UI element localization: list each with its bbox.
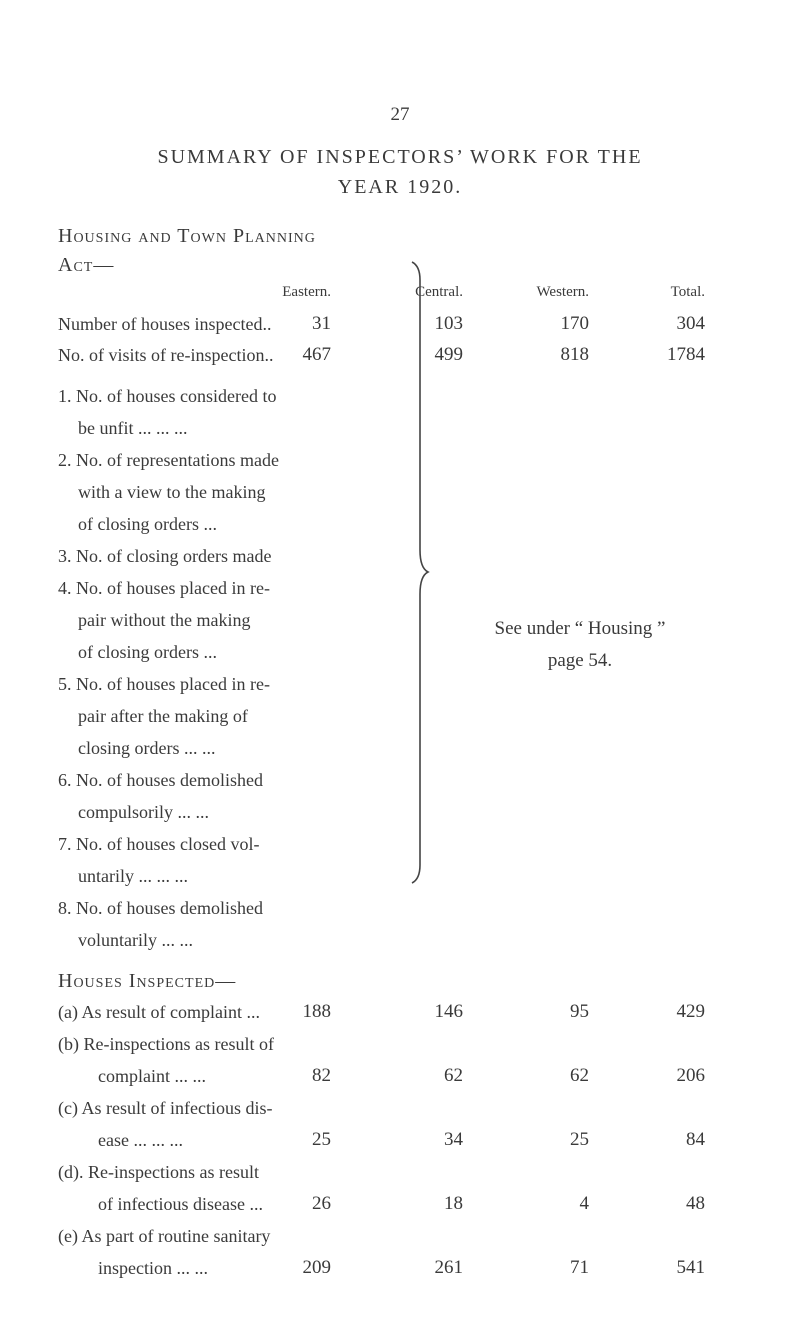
list-line: untarily ... ... ... [78,866,188,886]
curly-brace-icon [410,260,430,885]
houses-value-central: 146 [434,1001,463,1022]
houses-value-total: 84 [686,1129,705,1150]
summary-value-eastern: 31 [312,313,331,334]
housing-heading-line2: Act— [58,254,115,276]
page-title-line2: YEAR 1920. [337,176,463,198]
list-line: be unfit ... ... ... [78,418,188,438]
houses-value-total: 429 [676,1001,705,1022]
housing-heading-line1: Housing and Town Planning [58,225,316,247]
list-line: 8. No. of houses demolished [58,898,263,918]
column-head-western: Western. [536,284,589,300]
list-line: 4. No. of houses placed in re- [58,578,270,598]
list-line: 5. No. of houses placed in re- [58,674,270,694]
houses-value-central: 34 [444,1129,463,1150]
list-line: pair after the making of [78,706,248,726]
summary-value-western: 170 [560,313,589,334]
houses-value-western: 62 [570,1065,589,1086]
houses-value-eastern: 25 [312,1129,331,1150]
list-line: 1. No. of houses considered to [58,386,277,406]
houses-row-label: (e) As part of routine sanitary [58,1226,271,1246]
houses-value-western: 25 [570,1129,589,1150]
houses-value-total: 206 [676,1065,705,1086]
list-line: 3. No. of closing orders made [58,546,272,566]
column-head-eastern: Eastern. [282,284,331,300]
list-line: pair without the making [78,610,251,630]
houses-value-central: 62 [444,1065,463,1086]
houses-row-label: (b) Re-inspections as result of [58,1034,274,1054]
summary-value-central: 103 [434,313,463,334]
houses-row-label: (a) As result of complaint ... [58,1002,260,1022]
list-line: of closing orders ... [78,642,217,662]
list-line: with a view to the making [78,482,266,502]
list-line: 6. No. of houses demolished [58,770,263,790]
houses-value-western: 71 [570,1257,589,1278]
column-head-central: Central. [415,284,463,300]
houses-row-label: complaint ... ... [98,1066,206,1086]
houses-value-eastern: 82 [312,1065,331,1086]
houses-value-total: 48 [686,1193,705,1214]
summary-value-central: 499 [434,344,463,365]
houses-value-eastern: 188 [302,1001,331,1022]
list-line: voluntarily ... ... [78,930,193,950]
list-line: of closing orders ... [78,514,217,534]
houses-row-label: (c) As result of infectious dis- [58,1098,273,1118]
summary-row-label: No. of visits of re-inspection.. [58,345,274,365]
see-housing-note: See under “ Housing ” [494,618,666,639]
houses-value-central: 261 [434,1257,463,1278]
houses-row-label: inspection ... ... [98,1258,208,1278]
houses-value-western: 95 [570,1001,589,1022]
list-line: 7. No. of houses closed vol- [58,834,260,854]
houses-inspected-heading: Houses Inspected— [58,970,237,992]
see-housing-page: page 54. [547,650,613,671]
summary-row-label: Number of houses inspected.. [58,314,272,334]
summary-value-total: 304 [676,313,705,334]
houses-row-label: of infectious disease ... [98,1194,263,1214]
list-line: 2. No. of representations made [58,450,279,470]
houses-row-label: (d). Re-inspections as result [58,1162,259,1182]
list-line: compulsorily ... ... [78,802,209,822]
page-number: 27 [390,104,410,125]
houses-value-central: 18 [444,1193,463,1214]
houses-value-eastern: 26 [312,1193,331,1214]
list-line: closing orders ... ... [78,738,216,758]
summary-value-western: 818 [560,344,589,365]
houses-value-eastern: 209 [302,1257,331,1278]
summary-value-eastern: 467 [302,344,331,365]
column-head-total: Total. [670,284,705,300]
houses-row-label: ease ... ... ... [98,1130,183,1150]
houses-value-total: 541 [676,1257,705,1278]
page-title-line1: SUMMARY OF INSPECTORS’ WORK FOR THE [157,146,643,168]
houses-value-western: 4 [579,1193,589,1214]
summary-value-total: 1784 [667,344,705,365]
